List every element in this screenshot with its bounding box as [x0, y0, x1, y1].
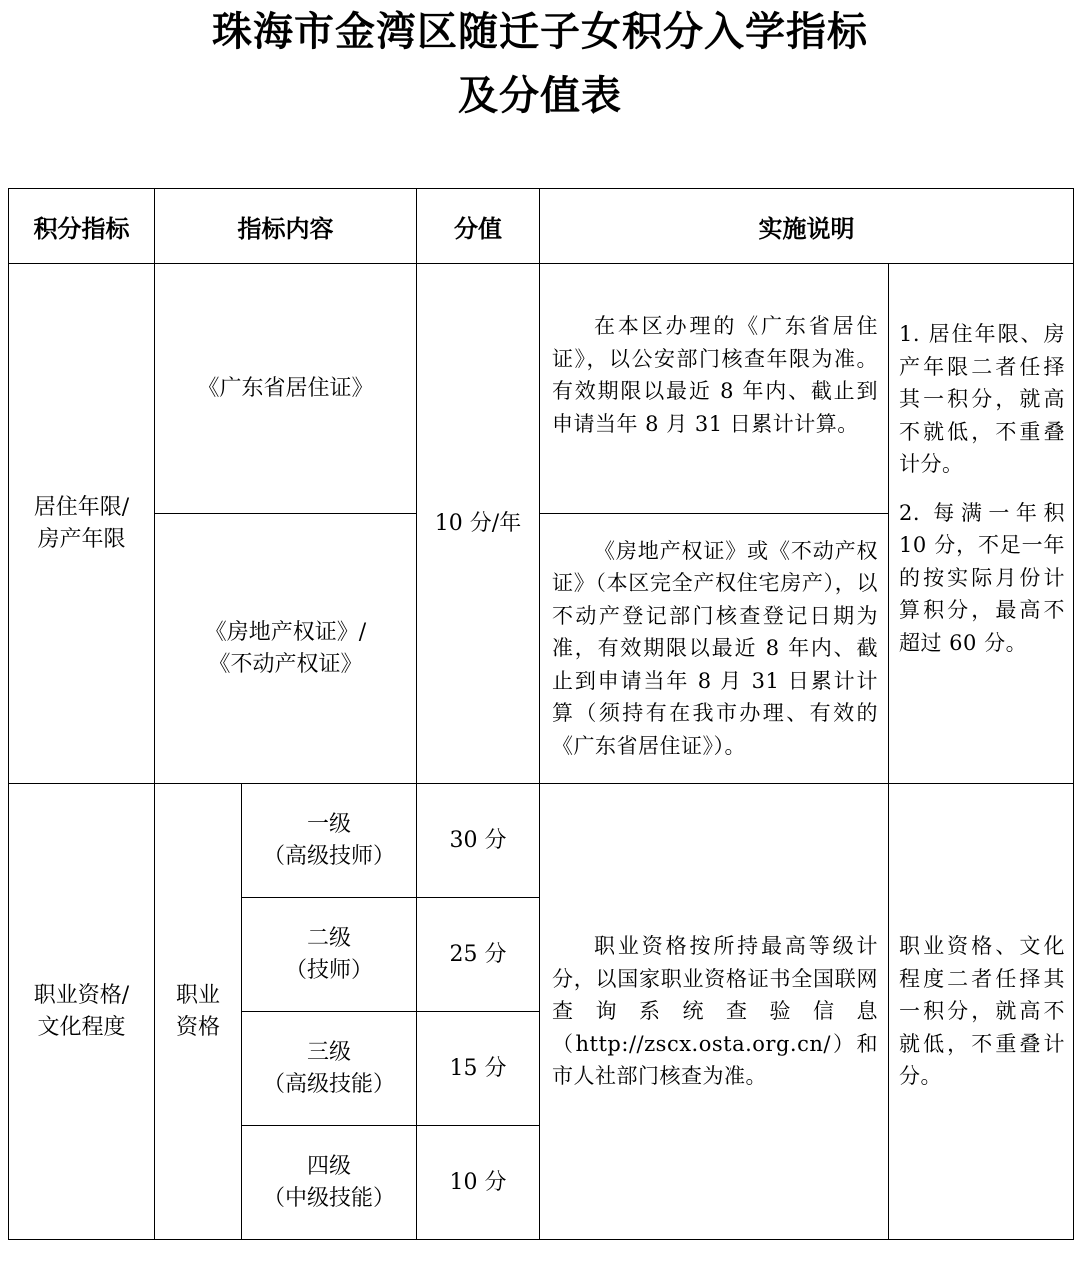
content-property-certificate	[155, 514, 417, 784]
level-4-score: 10 分	[417, 1126, 540, 1240]
document-title-line2: 及分值表	[458, 72, 622, 119]
level-4-detail: （中级技能）	[262, 1185, 395, 1211]
level-1-score: 30 分	[417, 784, 540, 898]
table-row	[9, 784, 1074, 898]
indicator-residence-text: 居住年限/房产年限	[33, 494, 130, 552]
note-residence-permit	[540, 264, 889, 514]
content-property-certificate-text: 《房地产权证》/《不动产权证》	[204, 619, 367, 677]
sub-indicator-qualification	[155, 784, 242, 1240]
header-score: 分值	[417, 189, 540, 264]
note-qualification-text: 职业资格按所持最高等级计分，以国家职业资格证书全国联网查询系统查验信息（http://zscx.osta.org.cn/）和市人社部门核查为准。	[552, 934, 878, 1089]
level-2-name: 二级	[306, 925, 351, 951]
header-indicator: 积分指标	[9, 189, 155, 264]
content-residence-permit-text: 《广东省居住证》	[197, 375, 374, 401]
header-notes: 实施说明	[540, 189, 1074, 264]
remark-residence-1: 1. 居住年限、房产年限二者任择其一积分，就高不就低，不重叠计分。	[899, 322, 1065, 476]
level-3-score: 15 分	[417, 1012, 540, 1126]
level-1	[242, 784, 417, 898]
indicator-qualification-text: 职业资格/文化程度	[33, 982, 130, 1040]
remark-qualification	[889, 784, 1074, 1240]
level-2-detail: （技师）	[284, 957, 373, 983]
content-residence-permit	[155, 264, 417, 514]
note-property-certificate	[540, 514, 889, 784]
level-4-name: 四级	[306, 1153, 351, 1179]
remark-qualification-text: 职业资格、文化程度二者任择其一积分，就高不就低，不重叠计分。	[899, 934, 1065, 1089]
note-qualification	[540, 784, 889, 1240]
score-per-year-text: 10 分/年	[434, 510, 522, 536]
level-3-detail: （高级技能）	[262, 1071, 395, 1097]
indicator-qualification	[9, 784, 155, 1240]
note-residence-permit-text: 在本区办理的《广东省居住证》，以公安部门核查年限为准。有效期限以最近 8 年内、截止到申请当年 8 月 31 日累计计算。	[552, 314, 878, 436]
remark-residence-2: 2. 每满一年积 10 分，不足一年的按实际月份计算积分，最高不超过 60 分。	[899, 500, 1065, 655]
header-row	[9, 189, 1074, 264]
level-1-name: 一级	[306, 811, 351, 837]
note-property-certificate-text: 《房地产权证》或《不动产权证》（本区完全产权住宅房产），以不动产登记部门核查登记日期为准，有效期限以最近 8 年内、截止到申请当年 8 月 31 日累计计算（须持有在我市办理、有效的《广东省居住证》）。	[552, 538, 878, 758]
header-content: 指标内容	[155, 189, 417, 264]
table-row	[9, 264, 1074, 514]
level-3	[242, 1012, 417, 1126]
document-title-line1: 珠海市金湾区随迁子女积分入学指标	[212, 8, 868, 55]
remark-residence	[889, 264, 1074, 784]
score-per-year	[417, 264, 540, 784]
points-table	[8, 188, 1074, 1240]
level-2-score: 25 分	[417, 898, 540, 1012]
level-1-detail: （高级技师）	[262, 843, 395, 869]
level-4	[242, 1126, 417, 1240]
level-3-name: 三级	[306, 1039, 351, 1065]
sub-indicator-qualification-text: 职业资格	[175, 982, 220, 1040]
indicator-residence	[9, 264, 155, 784]
level-2	[242, 898, 417, 1012]
